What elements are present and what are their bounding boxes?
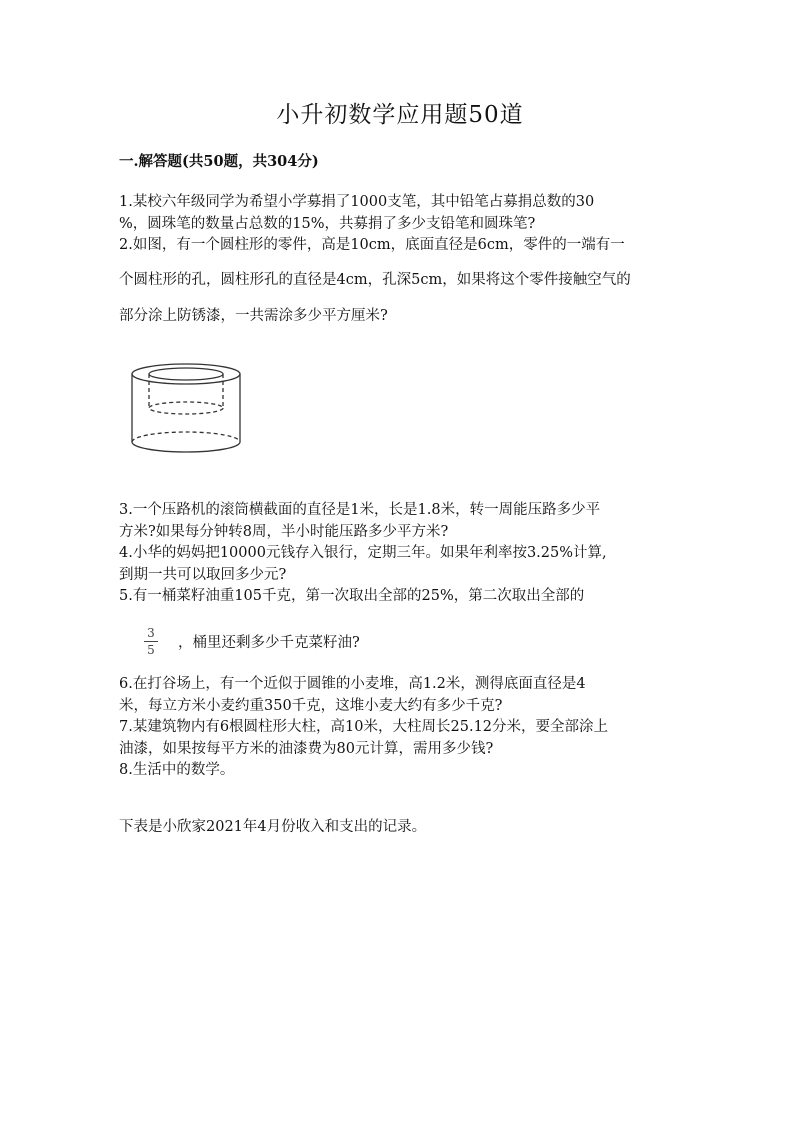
hollow-cylinder-figure [128,362,246,456]
question-3-line-2: 方米?如果每分钟转8周，半小时能压路多少平方米? [119,524,449,540]
question-4-line-2: 到期一共可以取回多少元? [119,567,287,583]
question-2-line-3: 部分涂上防锈漆，一共需涂多少平方厘米? [119,308,388,324]
question-2-line-1: 2.如图，有一个圆柱形的零件，高是10cm，底面直径是6cm，零件的一端有一 [119,237,625,253]
page-title: 小升初数学应用题50道 [276,102,524,128]
fraction-denominator: 5 [147,643,155,657]
question-7-line-2: 油漆，如果按每平方米的油漆费为80元计算，需用多少钱? [119,741,494,757]
question-6-line-2: 米，每立方米小麦约重350千克，这堆小麦大约有多少千克? [119,698,503,714]
question-4-line-1: 4.小华的妈妈把10000元钱存入银行，定期三年。如果年利率按3.25%计算, [119,545,607,561]
question-1-line-1: 1.某校六年级同学为希望小学募捐了1000支笔，其中铅笔占募捐总数的30 [119,194,595,210]
question-1-line-2: %，圆珠笔的数量占总数的15%，共募捐了多少支铅笔和圆珠笔? [119,216,536,232]
inner-bottom-ellipse [149,402,223,414]
fraction-numerator: 3 [147,626,155,640]
question-6-line-1: 6.在打谷场上，有一个近似于圆锥的小麦堆，高1.2米，测得底面直径是4 [119,676,586,692]
question-8-line-2: 下表是小欣家2021年4月份收入和支出的记录。 [119,819,427,835]
question-2-line-2: 个圆柱形的孔，圆柱形孔的直径是4cm，孔深5cm，如果将这个零件接触空气的 [119,272,631,288]
outer-bottom-back [132,432,240,442]
fraction-three-fifths [144,626,158,657]
outer-top-ellipse [132,364,240,384]
question-3-line-1: 3.一个压路机的滚筒横截面的直径是1米，长是1.8米，转一周能压路多少平 [119,502,601,518]
outer-bottom-front [132,442,240,452]
inner-top-ellipse [149,368,223,380]
question-7-line-1: 7.某建筑物内有6根圆柱形大柱，高10米，大柱周长25.12分米，要全部涂上 [119,719,609,735]
question-5-line-2: ，桶里还剩多少千克菜籽油? [178,635,360,651]
fraction-bar [144,641,158,642]
question-8-line-1: 8.生活中的数学。 [119,762,235,778]
question-5-line-1: 5.有一桶菜籽油重105千克，第一次取出全部的25%，第二次取出全部的 [119,588,585,604]
section-heading: 一.解答题(共50题，共304分) [119,153,319,170]
